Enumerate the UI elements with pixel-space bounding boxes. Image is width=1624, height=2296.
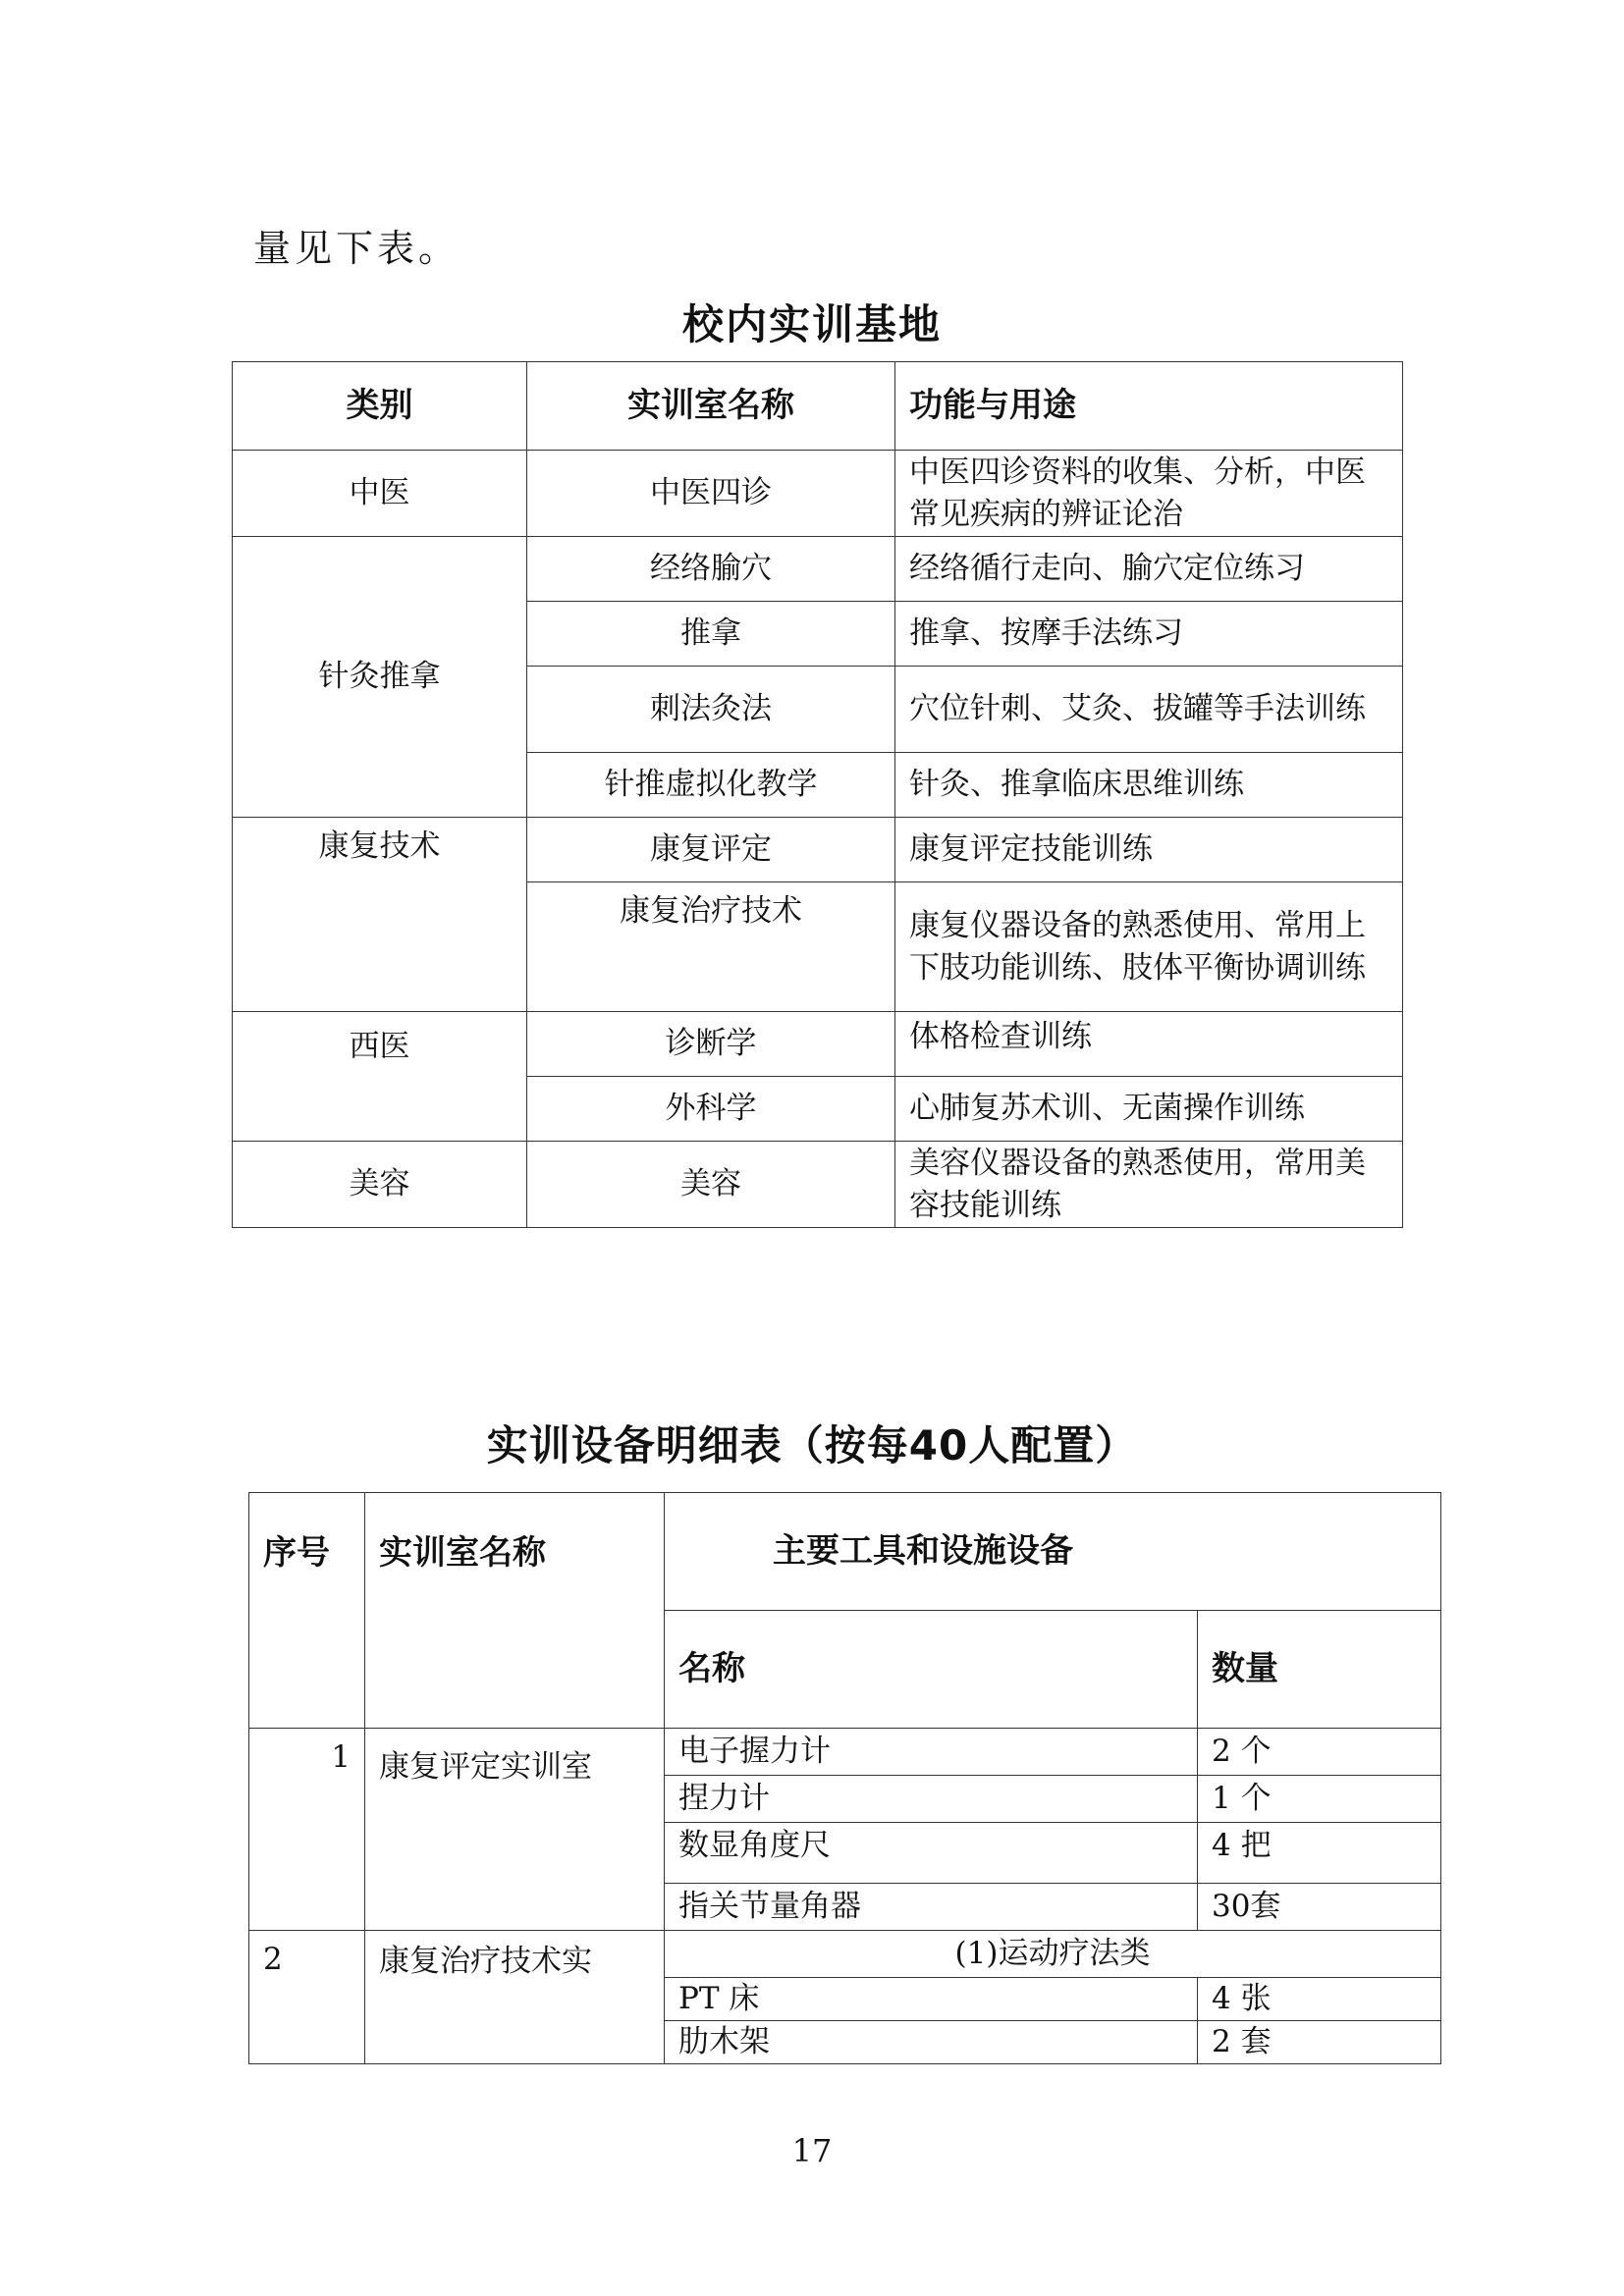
header-equipment: 主要工具和设施设备 xyxy=(665,1493,1441,1611)
room-cell: 康复评定 xyxy=(527,818,895,882)
function-cell: 心肺复苏术训、无菌操作训练 xyxy=(895,1077,1403,1142)
table-row xyxy=(233,818,1403,882)
seq-cell: 2 xyxy=(249,1931,365,2064)
category-cell: 西医 xyxy=(233,1012,527,1142)
item-name-cell: 电子握力计 xyxy=(665,1729,1198,1776)
header-qty: 数量 xyxy=(1198,1611,1441,1729)
header-name: 名称 xyxy=(665,1611,1198,1729)
subheading-cell: (1)运动疗法类 xyxy=(665,1931,1441,1978)
function-cell: 中医四诊资料的收集、分析，中医常见疾病的辨证论治 xyxy=(895,451,1403,537)
seq-cell: 1 xyxy=(249,1729,365,1931)
item-name-cell: 指关节量角器 xyxy=(665,1884,1198,1931)
category-cell: 中医 xyxy=(233,451,527,537)
room-cell: 康复治疗技术实 xyxy=(365,1931,665,2064)
room-cell: 美容 xyxy=(527,1142,895,1228)
table-row xyxy=(233,1142,1403,1228)
item-qty-cell: 1 个 xyxy=(1198,1776,1441,1823)
item-name-cell: 捏力计 xyxy=(665,1776,1198,1823)
item-qty-cell: 30套 xyxy=(1198,1884,1441,1931)
room-cell: 康复治疗技术 xyxy=(527,882,895,1012)
equipment-table xyxy=(248,1492,1441,2064)
item-qty-cell: 2 个 xyxy=(1198,1729,1441,1776)
category-cell: 美容 xyxy=(233,1142,527,1228)
training-base-table xyxy=(232,361,1403,1228)
table-row xyxy=(233,1012,1403,1077)
page-number: 17 xyxy=(791,2132,833,2169)
table-row xyxy=(249,1931,1441,1978)
category-cell: 针灸推拿 xyxy=(233,537,527,818)
table2-caption: 实训设备明细表（按每40人配置） xyxy=(486,1421,1138,1469)
item-qty-cell: 2 套 xyxy=(1198,2021,1441,2064)
header-room: 实训室名称 xyxy=(365,1493,665,1729)
function-cell: 体格检查训练 xyxy=(895,1012,1403,1077)
table-row xyxy=(233,537,1403,602)
room-cell: 经络腧穴 xyxy=(527,537,895,602)
room-cell: 康复评定实训室 xyxy=(365,1729,665,1931)
room-cell: 针推虚拟化教学 xyxy=(527,753,895,818)
function-cell: 推拿、按摩手法练习 xyxy=(895,602,1403,667)
table-row xyxy=(233,451,1403,537)
header-function: 功能与用途 xyxy=(895,362,1403,451)
function-cell: 康复评定技能训练 xyxy=(895,818,1403,882)
room-cell: 刺法灸法 xyxy=(527,667,895,753)
table1-header-row xyxy=(233,362,1403,451)
lead-text: 量见下表。 xyxy=(253,227,460,270)
category-cell: 康复技术 xyxy=(233,818,527,1012)
room-cell: 诊断学 xyxy=(527,1012,895,1077)
item-name-cell: PT 床 xyxy=(665,1978,1198,2021)
table-row xyxy=(249,1729,1441,1776)
header-seq: 序号 xyxy=(249,1493,365,1729)
item-qty-cell: 4 张 xyxy=(1198,1978,1441,2021)
room-cell: 外科学 xyxy=(527,1077,895,1142)
function-cell: 美容仪器设备的熟悉使用，常用美容技能训练 xyxy=(895,1142,1403,1228)
item-qty-cell: 4 把 xyxy=(1198,1823,1441,1884)
function-cell: 针灸、推拿临床思维训练 xyxy=(895,753,1403,818)
room-cell: 推拿 xyxy=(527,602,895,667)
function-cell: 穴位针刺、艾灸、拔罐等手法训练 xyxy=(895,667,1403,753)
table1-caption: 校内实训基地 xyxy=(681,300,942,348)
header-category: 类别 xyxy=(233,362,527,451)
table2-header-row xyxy=(249,1493,1441,1611)
function-cell: 经络循行走向、腧穴定位练习 xyxy=(895,537,1403,602)
header-room: 实训室名称 xyxy=(527,362,895,451)
item-name-cell: 数显角度尺 xyxy=(665,1823,1198,1884)
item-name-cell: 肋木架 xyxy=(665,2021,1198,2064)
room-cell: 中医四诊 xyxy=(527,451,895,537)
function-cell: 康复仪器设备的熟悉使用、常用上下肢功能训练、肢体平衡协调训练 xyxy=(895,882,1403,1012)
